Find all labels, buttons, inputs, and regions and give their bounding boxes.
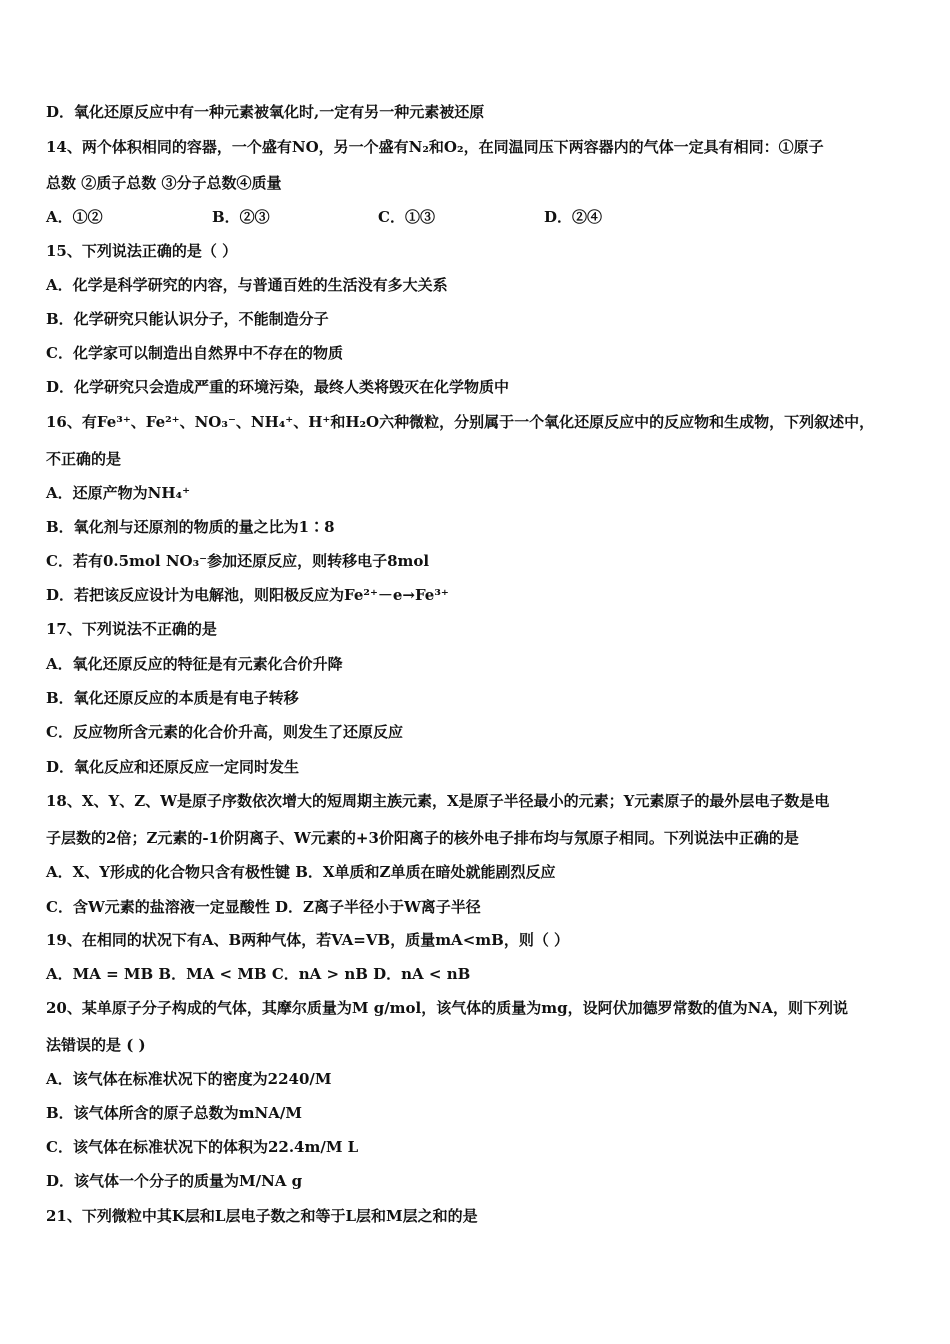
q14-option-a: A．①② [46, 208, 103, 226]
q21-stem: 21、下列微粒中其K层和L层电子数之和等于L层和M层之和的是 [46, 1207, 478, 1225]
q20-option-d: D．该气体一个分子的质量为M/NA g [46, 1172, 303, 1190]
q16-stem: 16、有Fe³⁺、Fe²⁺、NO₃⁻、NH₄⁺、H⁺和H₂O六种微粒，分别属于一个氧化还原反应中的反应物和生成物，下列叙述中， [46, 413, 875, 431]
q17-stem: 17、下列说法不正确的是 [46, 620, 217, 638]
q14-stem: 14、两个体积相同的容器，一个盛有NO，另一个盛有N₂和O₂，在同温同压下两容器内的气体一定具有相同：①原子 [46, 138, 824, 156]
q19-stem: 19、在相同的状况下有A、B两种气体，若VA=VB，质量mA<mB，则（ ） [46, 931, 570, 949]
q15-stem: 15、下列说法正确的是（ ） [46, 242, 238, 260]
q16-option-b: B．氧化剂与还原剂的物质的量之比为1∶8 [46, 518, 335, 536]
q14-option-d: D．②④ [544, 208, 603, 226]
q18-options-cd: C．含W元素的盐溶液一定显酸性 D．Z离子半径小于W离子半径 [46, 898, 481, 916]
q16-option-c: C．若有0.5mol NO₃⁻参加还原反应，则转移电子8mol [46, 552, 430, 570]
q20-option-b: B．该气体所含的原子总数为mNA/M [46, 1104, 302, 1122]
q16-stem-cont: 不正确的是 [46, 450, 122, 468]
q14-options [46, 207, 910, 227]
q20-option-a: A．该气体在标准状况下的密度为2240/M [46, 1070, 332, 1088]
q20-option-c: C．该气体在标准状况下的体积为22.4m/M L [46, 1138, 359, 1156]
q18-options-ab: A．X、Y形成的化合物只含有极性键 B．X单质和Z单质在暗处就能剧烈反应 [46, 863, 556, 881]
q14-option-b: B．②③ [212, 208, 270, 226]
q15-option-a: A．化学是科学研究的内容，与普通百姓的生活没有多大关系 [46, 276, 448, 294]
q16-option-a: A．还原产物为NH₄⁺ [46, 484, 191, 502]
q17-option-b: B．氧化还原反应的本质是有电子转移 [46, 689, 299, 707]
q18-stem-cont: 子层数的2倍；Z元素的-1价阴离子、W元素的+3价阳离子的核外电子排布均与氖原子相同。下列说法中正确的是 [46, 829, 799, 847]
q17-option-d: D．氧化反应和还原反应一定同时发生 [46, 758, 300, 776]
q18-stem: 18、X、Y、Z、W是原子序数依次增大的短周期主族元素，X是原子半径最小的元素；Y元素原子的最外层电子数是电 [46, 792, 830, 810]
q17-option-c: C．反应物所含元素的化合价升高，则发生了还原反应 [46, 723, 403, 741]
q13-option-d: D．氧化还原反应中有一种元素被氧化时,一定有另一种元素被还原 [46, 103, 485, 121]
q16-option-d: D．若把该反应设计为电解池，则阳极反应为Fe²⁺－e→Fe³⁺ [46, 586, 449, 604]
q15-option-d: D．化学研究只会造成严重的环境污染，最终人类将毁灭在化学物质中 [46, 378, 510, 396]
q20-stem: 20、某单原子分子构成的气体，其摩尔质量为M g/mol，该气体的质量为mg，设阿伏加德罗常数的值为NA，则下列说 [46, 999, 848, 1017]
q20-stem-cont: 法错误的是 ( ) [46, 1036, 146, 1054]
q14-stem-cont: 总数 ②质子总数 ③分子总数④质量 [46, 174, 282, 192]
q19-options: A．MA = MB B．MA < MB C．nA > nB D．nA < nB [46, 965, 471, 983]
q14-option-c: C．①③ [378, 208, 435, 226]
q15-option-b: B．化学研究只能认识分子，不能制造分子 [46, 310, 329, 328]
q15-option-c: C．化学家可以制造出自然界中不存在的物质 [46, 344, 343, 362]
q17-option-a: A．氧化还原反应的特征是有元素化合价升降 [46, 655, 343, 673]
